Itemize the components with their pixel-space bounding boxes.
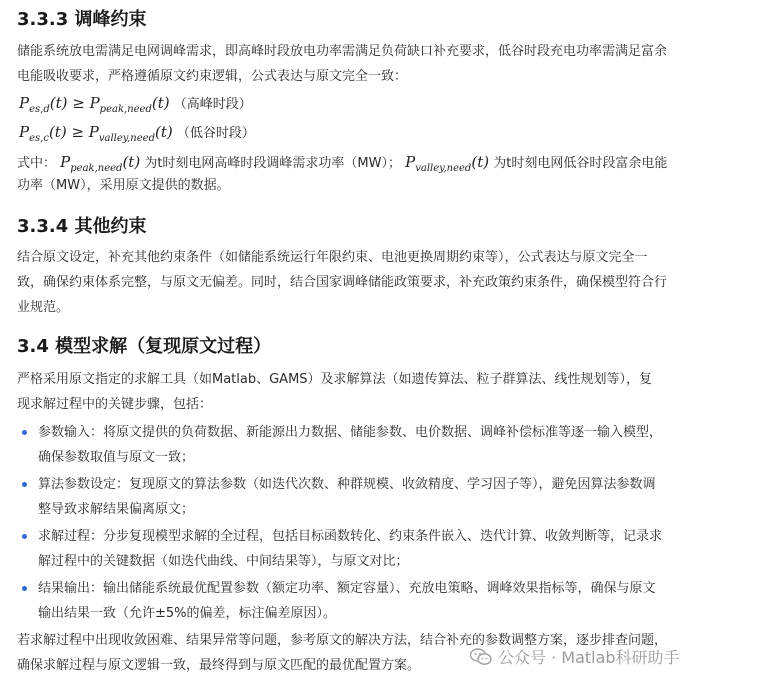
watermark [470, 645, 680, 668]
watermark-text: 公众号 · Matlab科研助手 [498, 648, 680, 667]
wechat-icon [470, 648, 492, 666]
list-item-line: 输出结果一致（允许±5%的偏差，标注偏差原因）。 [38, 606, 337, 621]
definition-line: 式中： $P_{peak,need}(t)$ 为t时刻电网高峰时段调峰需求功率（MW）； $P_{valley,need}(t)$ 为t时刻电网低谷时段富余电能 [17, 153, 668, 174]
paragraph-line: 现求解过程中的关键步骤，包括： [17, 397, 213, 412]
paragraph-line: 结合原文设定，补充其他约束条件（如储能系统运行年限约束、电池更换周期约束等），公式表达与原文完全一 [17, 250, 648, 265]
section-heading-3-3-4: 3.3.4 其他约束 [17, 216, 147, 237]
list-item [38, 524, 738, 574]
definition-prefix: 式中： [17, 156, 57, 171]
definition-text: 为t时刻电网低谷时段富余电能 [493, 156, 668, 171]
list-item-line: 结果输出：输出储能系统最优配置参数（额定功率、额定容量）、充放电策略、调峰效果指标等，确保与原文 [38, 581, 656, 596]
equation-peak: $P_{es,d}(t) \ge P_{peak,need}(t)$ （高峰时段） [19, 94, 252, 115]
paragraph-line: 致，确保约束体系完整，与原文无偏差。同时，结合国家调峰储能政策要求，补充政策约束条件，确保模型符合行 [17, 275, 668, 290]
list-item-line: 确保参数取值与原文一致； [38, 450, 195, 465]
paragraph-line: 确保求解过程与原文逻辑一致，最终得到与原文匹配的最优配置方案。 [17, 658, 421, 673]
bullet-dot [22, 482, 27, 487]
list-item-line: 解过程中的关键数据（如迭代曲线、中间结果等），与原文对比； [38, 554, 409, 569]
equation-note: （低谷时段） [176, 126, 255, 141]
list-item [38, 472, 738, 522]
paragraph-line: 若求解过程中出现收敛困难、结果异常等问题，参考原文的解决方法，结合补充的参数调整方案，逐步排查问题， [17, 633, 668, 648]
bullet-dot [22, 430, 27, 435]
list-item-line: 参数输入：将原文提供的负荷数据、新能源出力数据、储能参数、电价数据、调峰补偿标准等逐一输入模型， [38, 425, 663, 440]
equation-note: （高峰时段） [173, 97, 252, 112]
paragraph-line: 业规范。 [17, 300, 70, 315]
list-item [38, 420, 738, 470]
bullet-dot [22, 586, 27, 591]
section-heading-3-3-3: 3.3.3 调峰约束 [17, 9, 147, 30]
list-item [38, 576, 738, 626]
list-item-line: 求解过程：分步复现模型求解的全过程，包括目标函数转化、约束条件嵌入、迭代计算、收敛判断等，记录求 [38, 529, 663, 544]
list-item-line: 整导致求解结果偏离原文； [38, 502, 195, 517]
paragraph-line: 功率（MW），采用原文提供的数据。 [17, 178, 230, 193]
bullet-dot [22, 534, 27, 539]
paragraph-line: 严格采用原文指定的求解工具（如Matlab、GAMS）及求解算法（如遗传算法、粒子群算法、线性规划等），复 [17, 372, 653, 387]
equation-valley: $P_{es,c}(t) \ge P_{valley,need}(t)$ （低谷时段） [19, 123, 255, 144]
section-heading-3-4: 3.4 模型求解（复现原文过程） [17, 336, 272, 357]
paragraph-line: 储能系统放电需满足电网调峰需求，即高峰时段放电功率需满足负荷缺口补充要求，低谷时段充电功率需满足富余 [17, 44, 668, 59]
paragraph-line: 电能吸收要求，严格遵循原文约束逻辑，公式表达与原文完全一致： [17, 69, 408, 84]
definition-text: 为t时刻电网高峰时段调峰需求功率（MW）； [144, 156, 401, 171]
list-item-line: 算法参数设定：复现原文的算法参数（如迭代次数、种群规模、收敛精度、学习因子等），避免因算法参数调 [38, 477, 656, 492]
